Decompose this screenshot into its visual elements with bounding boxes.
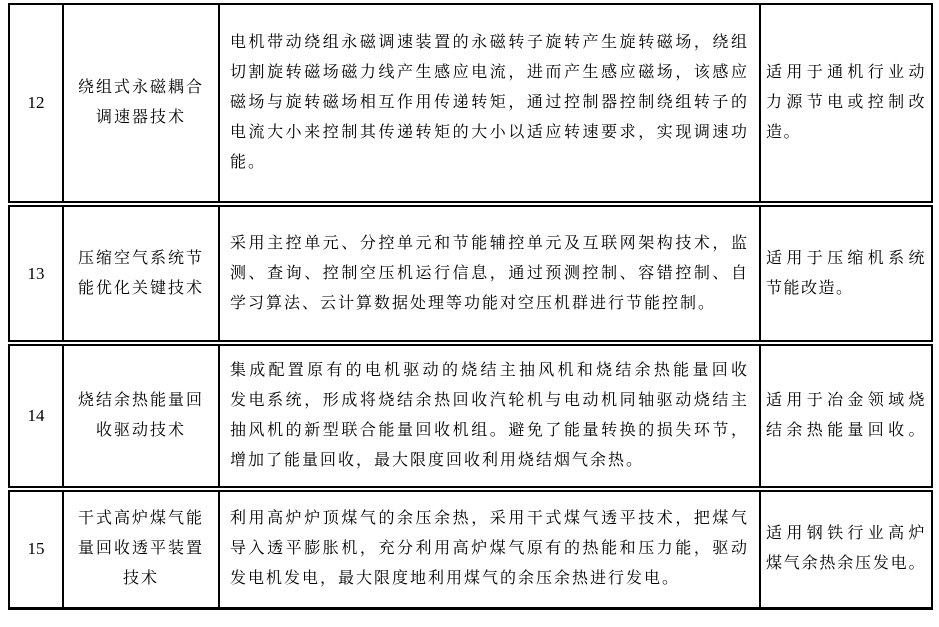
text-line: 学习算法、云计算数据处理等功能对空压机群进行节能控制。: [230, 294, 717, 312]
text-line: 采用主控单元、分控单元和节能辅控单元及互联网架构技术，监: [230, 234, 749, 252]
text-line: 发电机发电，最大限度地利用煤气的余压余热进行发电。: [230, 570, 681, 588]
technology-name: 压缩空气系统节能优化关键技术: [63, 204, 219, 343]
technology-applicability: [760, 4, 932, 204]
text-line: 煤气余热余压发电。: [766, 555, 926, 573]
row-number: 13: [9, 204, 63, 343]
text-line: 造。: [766, 124, 802, 141]
text-line: 电流大小来控制其传递转矩的大小以适应转速要求，实现调速功: [230, 124, 749, 141]
table-row: [9, 4, 932, 204]
technology-table-body: [9, 4, 932, 608]
text-line: 导入透平膨胀机，充分利用高炉煤气原有的热能和压力能，驱动: [230, 540, 749, 558]
technology-description: [219, 343, 760, 489]
technology-table: [8, 3, 933, 610]
technology-name: 烧结余热能量回收驱动技术: [63, 343, 219, 489]
text-line: 电机带动绕组永磁调速装置的永磁转子旋转产生旋转磁场，绕组: [230, 34, 749, 51]
technology-name: 绕组式永磁耦合调速器技术: [63, 4, 219, 204]
text-line: 发电系统，形成将烧结余热回收汽轮机与电动机同轴驱动烧结主: [230, 392, 749, 409]
table-row: [9, 343, 932, 489]
text-line: 测、查询、控制空压机运行信息，通过预测控制、容错控制、自: [230, 264, 749, 282]
technology-applicability: [760, 489, 932, 608]
text-line: 抽风机的新型联合能量回收机组。避免了能量转换的损失环节，: [230, 422, 749, 439]
row-number: 14: [9, 343, 63, 489]
technology-description: [219, 4, 760, 204]
table-row: [9, 489, 932, 608]
text-line: 适用于压缩机系统: [766, 249, 926, 267]
text-line: 能。: [230, 154, 267, 171]
text-line: 节能改造。: [766, 279, 854, 297]
text-line: 利用高炉炉顶煤气的余压余热，采用干式煤气透平技术，把煤气: [230, 510, 749, 528]
text-line: 力源节电或控制改: [766, 94, 926, 111]
text-line: 适用于通机行业动: [766, 64, 926, 81]
technology-name: 干式高炉煤气能量回收透平装置技术: [63, 489, 219, 608]
text-line: 切割旋转磁场磁力线产生感应电流，进而产生感应磁场，该感应: [230, 64, 749, 81]
row-number: 12: [9, 4, 63, 204]
text-line: 结余热能量回收。: [766, 422, 926, 439]
technology-applicability: [760, 343, 932, 489]
text-line: 适用于冶金领域烧: [766, 392, 926, 409]
text-line: 增加了能量回收，最大限度回收利用烧结烟气余热。: [230, 452, 645, 469]
text-line: 适用钢铁行业高炉: [766, 525, 926, 543]
technology-description: [219, 489, 760, 608]
text-line: 磁场与旋转磁场相互作用传递转矩，通过控制器控制绕组转子的: [230, 94, 749, 111]
table-row: [9, 204, 932, 343]
technology-applicability: [760, 204, 932, 343]
row-number: 15: [9, 489, 63, 608]
technology-description: [219, 204, 760, 343]
text-line: 集成配置原有的电机驱动的烧结主抽风机和烧结余热能量回收: [230, 362, 749, 379]
